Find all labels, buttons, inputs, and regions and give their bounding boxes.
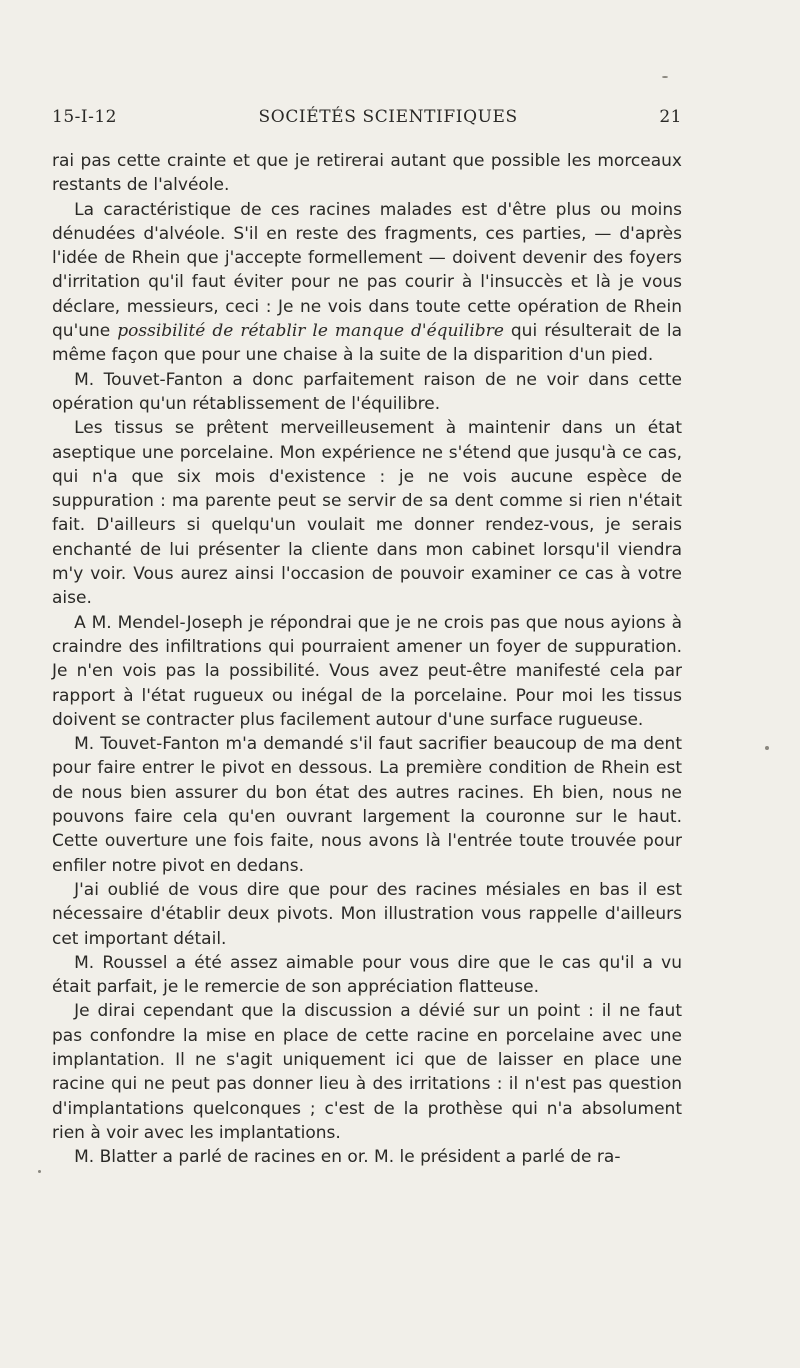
page-number: 21: [659, 107, 682, 127]
text-run: rai pas cette crainte et que je retirerai autant que possible les morceaux restants de l'alvéole.: [52, 151, 682, 196]
paragraph: [52, 732, 682, 878]
paragraph: [52, 951, 682, 1000]
print-speck: [662, 76, 668, 78]
text-run: J'ai oublié de vous dire que pour des racines mésiales en bas il est nécessaire d'établir deux pivots. Mon illustration vous rappelle d'ailleurs cet important détail.: [52, 879, 682, 949]
text-run: A M. Mendel-Joseph je répondrai que je ne crois pas que nous ayions à craindre des infiltrations qui pourraient amener un foyer de suppuration. Je n'en vois pas la possibilité. Vous avez peut-être manifesté cela par rapport à l'état rugueux ou inégal de la porcelaine. Pour moi les tissus doivent se contracter plus facilement autour d'une surface rugueuse.: [52, 612, 682, 730]
body-text: [52, 149, 682, 1169]
paragraph: [52, 611, 682, 732]
italic-phrase: possibilité de rétablir le manque d'équilibre: [117, 321, 504, 342]
paragraph: [52, 416, 682, 610]
text-run: M. Blatter a parlé de racines en or. M. le président a parlé de ra-: [74, 1147, 621, 1168]
paragraph: [52, 878, 682, 951]
running-header: [52, 107, 682, 137]
text-run: Les tissus se prêtent merveilleusement à maintenir dans un état aseptique une porcelaine. Mon expérience ne s'étend que jusqu'à ce cas, qui n'a que six mois d'existence : je ne vois aucune espèce de suppuration : ma parente peut se servir de sa dent comme si rien n'était fait. D'ailleurs si quelqu'un voulait me donner rendez-vous, je serais enchanté de lui présenter la cliente dans mon cabinet lorsqu'il viendra m'y voir. Vous aurez ainsi l'occasion de pouvoir examiner ce cas à votre aise.: [52, 418, 682, 609]
text-run: La caractéristique de ces racines malades est d'être plus ou moins dénudées d'alvéole. S'il en reste des fragments, ces parties, — d'après l'idée de Rhein que j'accepte formellement — doivent devenir des foyers d'irritation qu'il faut éviter pour ne pas courir à l'insuccès et là je vous déclare, messieurs, ceci : Je ne vois dans toute cette opération de Rhein qu'une: [52, 199, 682, 342]
text-run: qui résulterait de la même façon que pour une chaise à la suite de la disparition d'un pied.: [52, 321, 682, 366]
text-run: M. Roussel a été assez aimable pour vous dire que le cas qu'il a vu était parfait, je le remercie de son appréciation flatteuse.: [52, 952, 682, 998]
paragraph: [52, 999, 682, 1145]
print-speck: [765, 746, 769, 750]
paragraph: [52, 1145, 682, 1169]
header-date: 15-I-12: [52, 107, 117, 127]
text-run: M. Touvet-Fanton m'a demandé s'il faut sacrifier beaucoup de ma dent pour faire entrer le pivot en dessous. La première condition de Rhein est de nous bien assurer du bon état des autres racines. Eh bien, nous ne pouvons faire cela qu'en ouvrant largement la couronne sur le haut. Cette ouverture une fois faite, nous avons là l'entrée toute trouvée pour enfiler notre pivot en dedans.: [52, 734, 682, 876]
paragraph: [52, 368, 682, 417]
paragraph: [52, 198, 682, 368]
header-title: SOCIÉTÉS SCIENTIFIQUES: [258, 107, 518, 127]
text-run: M. Touvet-Fanton a donc parfaitement raison de ne voir dans cette opération qu'un rétablissement de l'équilibre.: [52, 369, 682, 414]
paragraph: [52, 149, 682, 198]
print-speck: [38, 1170, 41, 1173]
text-run: Je dirai cependant que la discussion a dévié sur un point : il ne faut pas confondre la mise en place de cette racine en porcelaine avec une implantation. Il ne s'agit uniquement ici que de laisser en place une racine qui ne peut pas donner lieu à des irritations : il n'est pas question d'implantations quelconques ; c'est de la prothèse qui n'a absolument rien à voir avec les implantations.: [52, 1001, 682, 1143]
